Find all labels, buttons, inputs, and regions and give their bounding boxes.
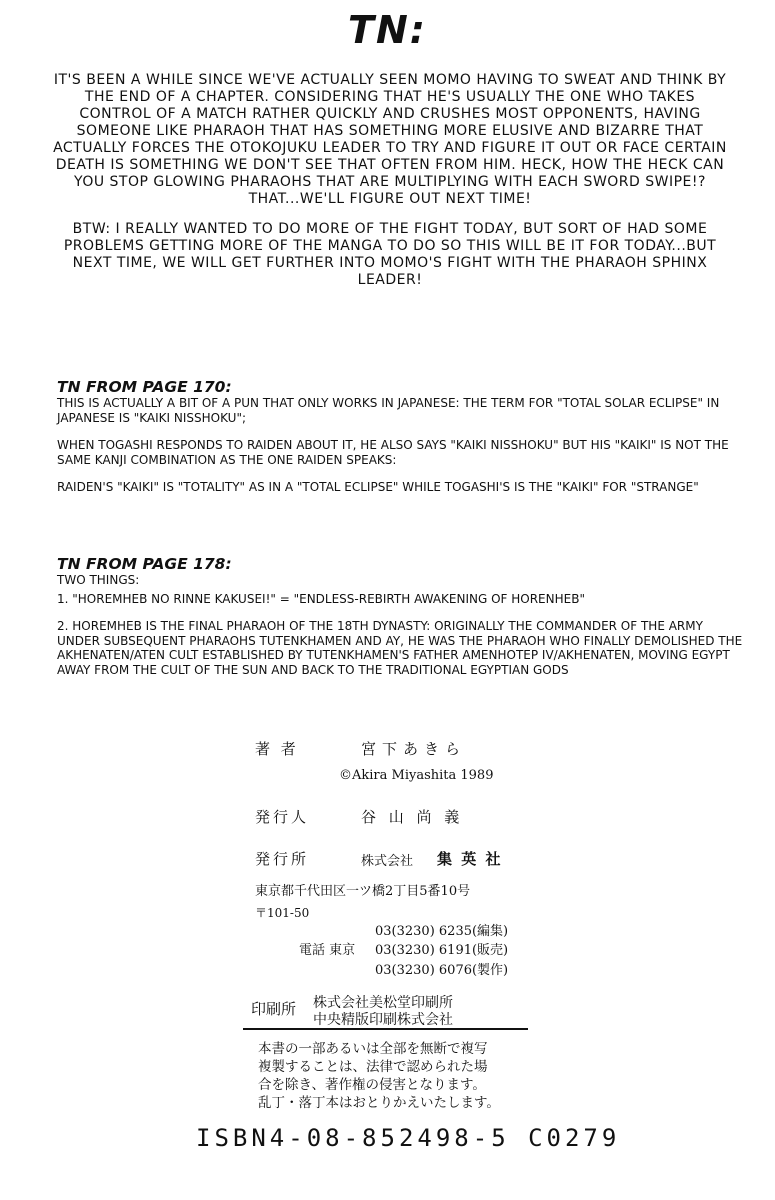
office-label: 発行所 xyxy=(255,850,310,868)
copyright-notice xyxy=(258,1040,558,1112)
postal-code: 〒101-50 xyxy=(255,906,310,920)
phone-label: 電話 東京 xyxy=(299,943,356,958)
phone-editorial: 03(3230) 6235(編集) xyxy=(375,924,509,939)
tn-page-178-heading: TN FROM PAGE 178: xyxy=(57,555,232,573)
phone-production: 03(3230) 6076(製作) xyxy=(375,963,509,978)
notice-line: 本書の一部あるいは全部を無断で複写 xyxy=(258,1041,488,1057)
intro-paragraph: IT'S BEEN A WHILE SINCE WE'VE ACTUALLY SEEN MOMO HAVING TO SWEAT AND THINK BY THE END OF A CHAPTER. CONSIDERING THAT HE'S USUALLY THE ONE WHO TAKES CONTROL OF A MATCH RATHER QUICKLY AND CRUSHES MOST OPPONENTS, HAVING SOMEONE LIKE PHARAOH THAT HAS SOMETHING MORE ELUSIVE AND BIZARRE THAT ACTUALLY FORCES THE OTOKOJUKU LEADER TO TRY AND FIGURE IT OUT OR FACE CERTAIN DEATH IS SOMETHING WE DON'T SEE THAT OFTEN FROM HIM. HECK, HOW THE HECK CAN YOU STOP GLOWING PHARAOHS THAT ARE MULTIPLYING WITH EACH SWORD SWIPE!? THAT...WE'LL FIGURE OUT NEXT TIME! xyxy=(53,72,727,207)
isbn-code: ISBN4-08-852498-5 C0279 xyxy=(196,1124,621,1152)
notice-line: 合を除き、著作権の侵害となります。 xyxy=(258,1077,486,1093)
tn-page-178-intro: TWO THINGS: xyxy=(57,573,140,587)
tn-page-170-paragraph: RAIDEN'S "KAIKI" IS "TOTALITY" AS IN A "TOTAL ECLIPSE" WHILE TOGASHI'S IS THE "KAIKI" FOR "STRANGE" xyxy=(57,480,699,494)
author-label: 著 者 xyxy=(255,740,299,758)
company-name: 集 英 社 xyxy=(437,850,503,868)
tn-page-170-paragraph: WHEN TOGASHI RESPONDS TO RAIDEN ABOUT IT, HE ALSO SAYS "KAIKI NISSHOKU" BUT HIS "KAIKI" IS NOT THE SAME KANJI COMBINATION AS THE ONE RAIDEN SPEAKS: xyxy=(57,438,729,467)
printer-name-2: 中央精版印刷株式会社 xyxy=(313,1012,453,1028)
publisher-name: 谷 山 尚 義 xyxy=(361,808,464,826)
page-title: TN: xyxy=(348,8,427,52)
tn-page-170-section xyxy=(57,379,747,508)
tn-page-178-item-2: 2. HOREMHEB IS THE FINAL PHARAOH OF THE 18TH DYNASTY: ORIGINALLY THE COMMANDER OF THE ARMY UNDER SUBSEQUENT PHARAOHS TUTENKHAMEN AND AY, HE WAS THE PHARAOH WHO FINALLY DEMOLISHED THE AKHENATEN/ATEN CULT ESTABLISHED BY TUTENKHAMEN'S FATHER AMENHOTEP IV/AKHENATEN, MOVING EGYPT AWAY FROM THE CULT OF THE SUN AND BACK TO THE TRADITIONAL EGYPTIAN GODS xyxy=(57,619,743,677)
intro-paragraph: BTW: I REALLY WANTED TO DO MORE OF THE FIGHT TODAY, BUT SORT OF HAD SOME PROBLEMS GETTING MORE OF THE MANGA TO DO SO THIS WILL BE IT FOR TODAY...BUT NEXT TIME, WE WILL GET FURTHER INTO MOMO'S FIGHT WITH THE PHARAOH SPHINX LEADER! xyxy=(63,221,717,288)
address: 東京都千代田区一ツ橋2丁目5番10号 xyxy=(255,884,471,899)
colophon-divider xyxy=(243,1028,528,1030)
copyright-line: ©Akira Miyashita 1989 xyxy=(339,768,494,783)
printer-name-1: 株式会社美松堂印刷所 xyxy=(313,995,453,1011)
phone-sales: 03(3230) 6191(販売) xyxy=(375,943,509,958)
notice-line: 乱丁・落丁本はおとりかえいたします。 xyxy=(258,1095,500,1111)
publisher-label: 発行人 xyxy=(255,808,310,826)
tn-page-170-paragraph: THIS IS ACTUALLY A BIT OF A PUN THAT ONLY WORKS IN JAPANESE: THE TERM FOR "TOTAL SOLAR ECLIPSE" IN JAPANESE IS "KAIKI NISSHOKU"; xyxy=(57,396,720,425)
author-name: 宮下あきら xyxy=(361,740,467,758)
printer-label: 印刷所 xyxy=(251,1000,297,1018)
company-prefix: 株式会社 xyxy=(361,854,414,869)
tn-page-178-section xyxy=(57,556,747,690)
tn-page-170-heading: TN FROM PAGE 170: xyxy=(57,378,232,396)
tn-page-178-item-1: 1. "HOREMHEB NO RINNE KAKUSEI!" = "ENDLESS-REBIRTH AWAKENING OF HORENHEB" xyxy=(57,591,585,606)
notice-line: 複製することは、法律で認められた場 xyxy=(258,1059,488,1075)
translator-notes-intro xyxy=(50,72,730,302)
